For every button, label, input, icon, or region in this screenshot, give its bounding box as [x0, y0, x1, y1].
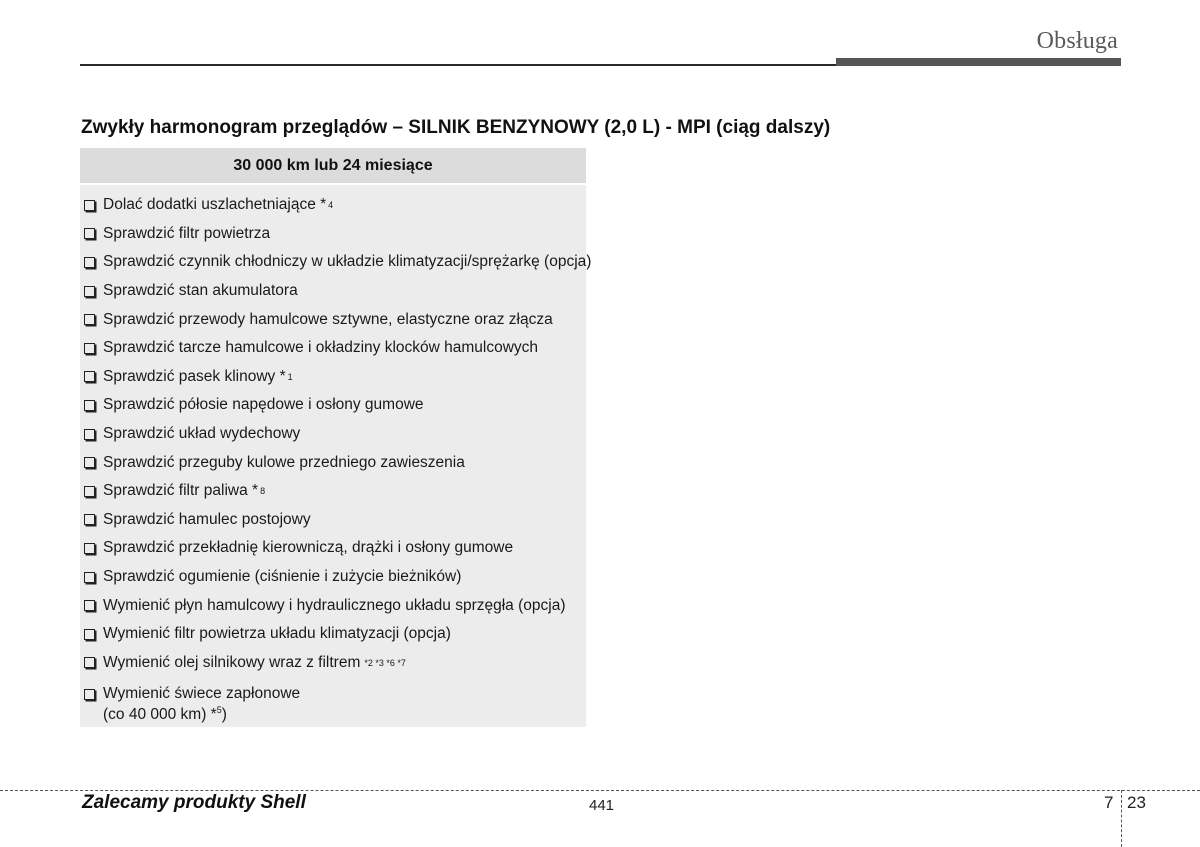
item-text: Sprawdzić filtr powietrza	[103, 224, 271, 242]
checkbox-icon	[84, 514, 95, 525]
footer-dashed-divider	[1121, 790, 1122, 847]
maintenance-table	[80, 148, 592, 727]
checkbox-icon	[84, 657, 95, 668]
chapter-number: 7	[1104, 793, 1114, 812]
checkbox-icon	[84, 200, 95, 211]
checkbox-icon	[84, 629, 95, 640]
item-text: Sprawdzić przekładnię kierowniczą, drążki i osłony gumowe	[103, 539, 514, 557]
checkbox-icon	[84, 286, 95, 297]
list-item	[80, 620, 586, 649]
item-text: Sprawdzić filtr paliwa *	[103, 482, 259, 500]
footer-dashed-rule	[0, 790, 1200, 791]
checkbox-icon	[84, 572, 95, 583]
item-text: Sprawdzić czynnik chłodniczy w układzie klimatyzacji/sprężarkę (opcja)	[103, 253, 592, 271]
list-item	[80, 391, 586, 420]
chapter-page-number: 23	[1127, 793, 1146, 812]
checkbox-icon	[84, 228, 95, 239]
item-text: Sprawdzić hamulec postojowy	[103, 510, 311, 528]
item-text: Sprawdzić przeguby kulowe przedniego zawieszenia	[103, 453, 465, 471]
item-text: Wymienić olej silnikowy wraz z filtrem	[103, 653, 361, 671]
item-text: Sprawdzić układ wydechowy	[103, 425, 301, 443]
closing-paren: )	[221, 706, 227, 724]
checkbox-icon	[84, 257, 95, 268]
item-text: Sprawdzić tarcze hamulcowe i okładziny klocków hamulcowych	[103, 339, 539, 357]
checklist	[80, 185, 592, 731]
item-text: Wymienić świece zapłonowe	[103, 685, 301, 703]
item-text: Sprawdzić pasek klinowy *	[103, 367, 286, 385]
item-text: Wymienić płyn hamulcowy i hydraulicznego układu sprzęgła (opcja)	[103, 596, 566, 614]
header-section-title: Obsługa	[1036, 28, 1118, 54]
page-number: 441	[589, 797, 615, 814]
checkbox-icon	[84, 600, 95, 611]
checkbox-icon	[84, 429, 95, 440]
item-text: Sprawdzić stan akumulatora	[103, 282, 298, 300]
list-item	[80, 448, 586, 477]
item-text: Dolać dodatki uszlachetniające *	[103, 196, 327, 214]
checkbox-icon	[84, 343, 95, 354]
list-item: Sprawdzić pasek klinowy * 1	[80, 363, 586, 392]
footer-brand: Zalecamy produkty Shell	[82, 792, 306, 813]
item-text: Sprawdzić ogumienie (ciśnienie i zużycie bieżników)	[103, 568, 462, 586]
interval-text: (co 40 000 km) *	[103, 706, 217, 724]
list-item	[80, 420, 586, 449]
item-text: Sprawdzić półosie napędowe i osłony gumowe	[103, 396, 424, 414]
list-item	[80, 677, 586, 731]
list-item	[80, 220, 586, 249]
list-item	[80, 305, 586, 334]
list-item	[80, 591, 586, 620]
list-item: Wymienić olej silnikowy wraz z filtrem *2 *3 *6 *7	[80, 649, 586, 678]
list-item	[80, 248, 592, 277]
header-accent-bar	[836, 58, 1121, 66]
checkbox-icon	[84, 543, 95, 554]
page-title: Zwykły harmonogram przeglądów – SILNIK BENZYNOWY (2,0 L) - MPI (ciąg dalszy)	[81, 117, 831, 138]
table-heading: 30 000 km lub 24 miesiące	[80, 148, 586, 185]
checkbox-icon	[84, 486, 95, 497]
list-item: Sprawdzić filtr paliwa * 8	[80, 477, 586, 506]
checkbox-icon	[84, 457, 95, 468]
item-text-second-line	[103, 706, 300, 724]
item-text-block	[103, 685, 300, 724]
header-rule	[80, 64, 836, 66]
list-item	[80, 506, 586, 535]
list-item: Dolać dodatki uszlachetniające * 4	[80, 191, 586, 220]
item-text: Wymienić filtr powietrza układu klimatyzacji (opcja)	[103, 625, 451, 643]
list-item	[80, 534, 586, 563]
checkbox-icon	[84, 314, 95, 325]
footnote-ref: 5	[216, 704, 222, 715]
list-item	[80, 334, 586, 363]
checkbox-icon	[84, 371, 95, 382]
list-item	[80, 277, 586, 306]
item-text: Sprawdzić przewody hamulcowe sztywne, elastyczne oraz złącza	[103, 310, 553, 328]
checkbox-icon	[84, 400, 95, 411]
list-item	[80, 563, 586, 592]
checkbox-icon	[84, 689, 95, 700]
